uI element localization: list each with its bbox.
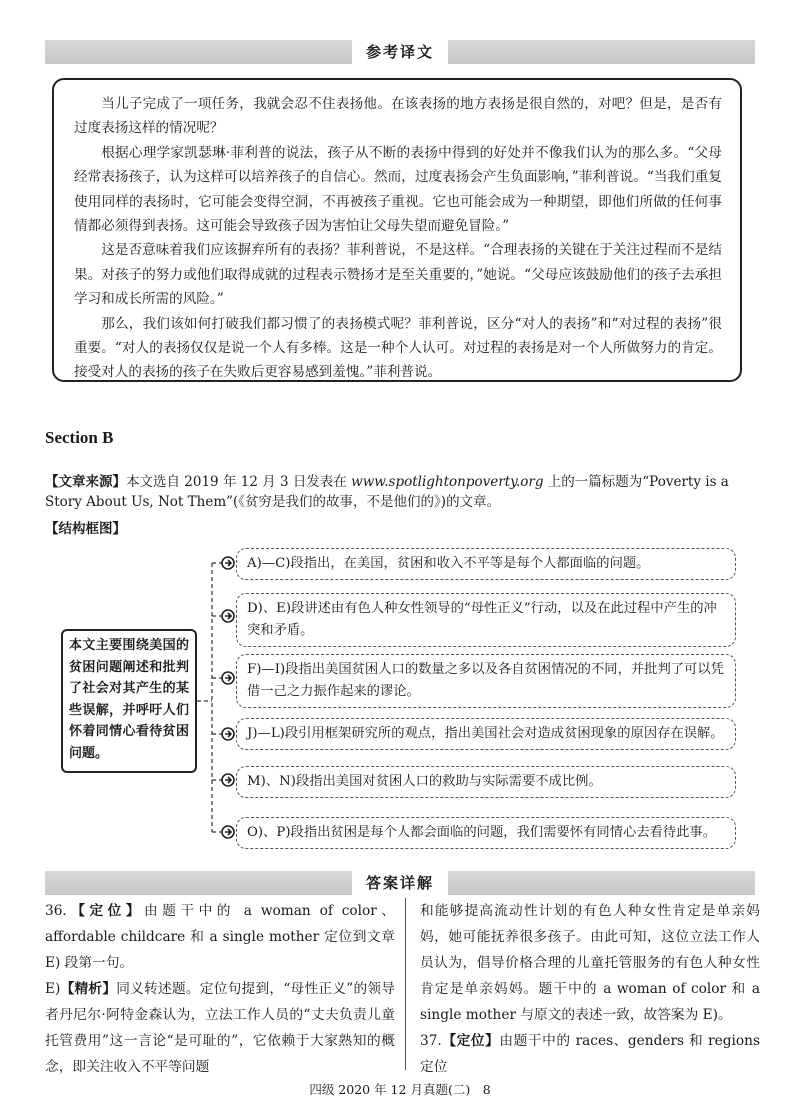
answers-header: 答案详解 [352,871,448,895]
arrow-circle-icon [222,728,234,740]
q36-text: 由题干中的 a woman of color、affordable childcare 和 a single mother 定位到文章 E) 段第一句。 [45,903,395,971]
arrow-circle-icon [222,672,234,684]
arrow-circle-icon [222,774,234,786]
frame-item-4: J)—L)段引用框架研究所的观点，指出美国社会对造成贫困现象的原因存在误解。 [236,718,736,750]
translation-header: 参考译文 [352,40,448,64]
frame-item-2: D)、E)段讲述由有色人种女性领导的“母性正义”行动，以及在此过程中产生的冲突和矛盾。 [236,593,736,647]
q37-tag: 【定位】 [441,1033,500,1049]
arrow-circle-icon [222,557,234,569]
source-text-before: 本文选自 2019 年 12 月 3 日发表在 [126,474,352,490]
structure-label: 【结构框图】 [45,521,126,537]
answers-left-column [45,898,395,1080]
section-title: Section B [45,428,114,447]
source-text-after: 上的一篇标题为“Poverty is a Story About Us, Not Them”(《贫穷是我们的故事，不是他们的》)的文章。 [45,474,729,510]
translation-paragraph-3: 这是否意味着我们应该摒弃所有的表扬？菲利普说，不是这样。“合理表扬的关键在于关注过程而不是结果。对孩子的努力或他们取得成就的过程表示赞扬才是至关重要的，”她说。“父母应该鼓励他们的孩子去承担学习和成长所需的风险。” [74,242,722,308]
q36-tag: 【定位】 [66,903,145,919]
frame-item-3: F)—I)段指出美国贫困人口的数量之多以及各自贫困情况的不同，并批判了可以凭借一己之力振作起来的谬论。 [236,654,736,708]
q36-paragraph [45,898,395,976]
translation-paragraph-2: 根据心理学家凯瑟琳·菲利普的说法，孩子从不断的表扬中得到的好处并不像我们认为的那么多。“父母经常表扬孩子，认为这样可以培养孩子的自信心。然而，过度表扬会产生负面影响，”菲利普说。“当我们重复使用同样的表扬时，它可能会变得空洞，不再被孩子重视。它也可能会成为一种期望，即他们所做的任何事情都必须得到表扬。这可能会导致孩子因为害怕让父母失望而避免冒险。” [74,144,722,235]
summary-box: 本文主要围绕美国的贫困问题阐述和批判了社会对其产生的某些误解，并呼吁人们怀着同情心看待贫困问题。 [61,629,197,773]
e-label: E) [45,981,61,997]
q37-paragraph [420,1028,760,1080]
page-footer: 四级 2020 年 12 月真题(二) 8 [309,1082,491,1097]
translation-paragraph-4: 那么，我们该如何打破我们都习惯了的表扬模式呢？菲利普说，区分“对人的表扬”和“对过程的表扬”很重要。“对人的表扬仅仅是说一个人有多棒。这是一种个人认可。对过程的表扬是对一个人所做努力的肯定。接受对人的表扬的孩子在失败后更容易感到羞愧。”菲利普说。 [74,315,722,381]
arrow-circle-icon [222,610,234,622]
answers-header-bar [45,871,755,895]
frame-item-1: A)—C)段指出，在美国，贫困和收入不平等是每个人都面临的问题。 [236,548,736,580]
q37-number: 37. [420,1033,442,1049]
arrow-circle-icons [222,557,234,838]
source-url: www.spotlightonpoverty.org [351,474,544,490]
analysis-continuation: 和能够提高流动性计划的有色人种女性肯定是单亲妈妈，她可能抚养很多孩子。由此可知，这位立法工作人员认为，倡导价格合理的儿童托管服务的有色人种女性肯定是单亲妈妈。题干中的 a woman of color 和 a single mother 与原文的表述一致，故答案为 E)。 [420,903,760,1023]
q37-text: 由题干中的 races、genders 和 regions 定位 [420,1033,760,1075]
frame-item-6: O)、P)段指出贫困是每个人都会面临的问题，我们需要怀有同情心去看待此事。 [236,817,736,849]
column-divider [405,898,406,1070]
answers-right-column [420,898,760,1080]
frame-item-5: M)、N)段指出美国对贫困人口的救助与实际需要不成比例。 [236,766,736,798]
e-analysis-paragraph [45,976,395,1080]
arrow-circle-icon [222,826,234,838]
source-label: 【文章来源】 [45,474,126,490]
translation-paragraph-1: 当儿子完成了一项任务，我就会忍不住表扬他。在该表扬的地方表扬是很自然的，对吧？但是，是否有过度表扬这样的情况呢？ [74,96,722,137]
q36-number: 36. [45,903,67,919]
e-tag: 【精析】 [60,981,117,997]
e-text: 同义转述题。定位句提到，“母性正义”的领导者丹尼尔·阿特金森认为，立法工作人员的“丈夫负责儿童托管费用”这一言论“是可耻的”，它依赖于大家熟知的概念，即关注收入不平等问题 [45,981,395,1075]
